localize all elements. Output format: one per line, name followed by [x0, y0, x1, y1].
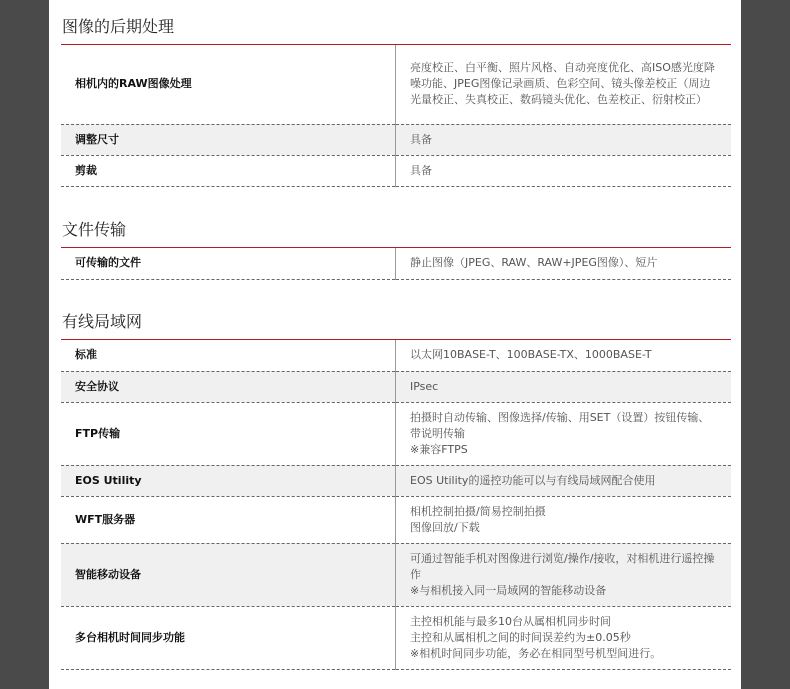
spec-key: 安全协议	[61, 371, 396, 402]
spec-row	[61, 248, 731, 279]
spec-page	[49, 0, 741, 689]
spec-row	[61, 124, 731, 155]
spec-value: 具备	[396, 155, 732, 186]
spec-key: FTP传输	[61, 402, 396, 465]
spec-table	[61, 248, 731, 280]
spec-row	[61, 606, 731, 669]
section-title: 图像的后期处理	[61, 10, 731, 45]
spec-value: 拍摄时自动传输、图像选择/传输、用SET（设置）按钮传输、带说明传输 ※兼容FTPS	[396, 402, 732, 465]
spec-table	[61, 340, 731, 670]
spec-value: 具备	[396, 124, 732, 155]
spec-row	[61, 371, 731, 402]
spec-row	[61, 465, 731, 496]
spec-key: 剪裁	[61, 155, 396, 186]
section-image-postprocessing	[61, 10, 731, 187]
spec-key: 相机内的RAW图像处理	[61, 45, 396, 124]
spec-value: 亮度校正、白平衡、照片风格、自动亮度优化、高ISO感光度降噪功能、JPEG图像记录画质、色彩空间、镜头像差校正（周边光量校正、失真校正、数码镜头优化、色差校正、衍射校正）	[396, 45, 732, 124]
spec-key: 调整尺寸	[61, 124, 396, 155]
spec-key: 可传输的文件	[61, 248, 396, 279]
spec-value: IPsec	[396, 371, 732, 402]
section-file-transfer	[61, 213, 731, 280]
spec-key: EOS Utility	[61, 465, 396, 496]
spec-value: 主控相机能与最多10台从属相机同步时间 主控和从属相机之间的时间误差约为±0.05秒 ※相机时间同步功能，务必在相同型号机型间进行。	[396, 606, 732, 669]
spec-value: 相机控制拍摄/简易控制拍摄 图像回放/下载	[396, 496, 732, 543]
spec-value: 静止图像（JPEG、RAW、RAW+JPEG图像）、短片	[396, 248, 732, 279]
spec-key: WFT服务器	[61, 496, 396, 543]
spec-key: 智能移动设备	[61, 543, 396, 606]
spec-key: 多台相机时间同步功能	[61, 606, 396, 669]
section-title: 文件传输	[61, 213, 731, 248]
spec-row	[61, 543, 731, 606]
spec-row	[61, 45, 731, 124]
spec-row	[61, 340, 731, 371]
spec-row	[61, 155, 731, 186]
spec-row	[61, 496, 731, 543]
spec-key: 标准	[61, 340, 396, 371]
spec-row	[61, 402, 731, 465]
spec-value: EOS Utility的遥控功能可以与有线局域网配合使用	[396, 465, 732, 496]
spec-table	[61, 45, 731, 187]
spec-value: 可通过智能手机对图像进行浏览/操作/接收，对相机进行遥控操作 ※与相机接入同一局域网的智能移动设备	[396, 543, 732, 606]
spec-value: 以太网10BASE-T、100BASE-TX、1000BASE-T	[396, 340, 732, 371]
section-title: 有线局域网	[61, 305, 731, 340]
section-wired-lan	[61, 305, 731, 670]
